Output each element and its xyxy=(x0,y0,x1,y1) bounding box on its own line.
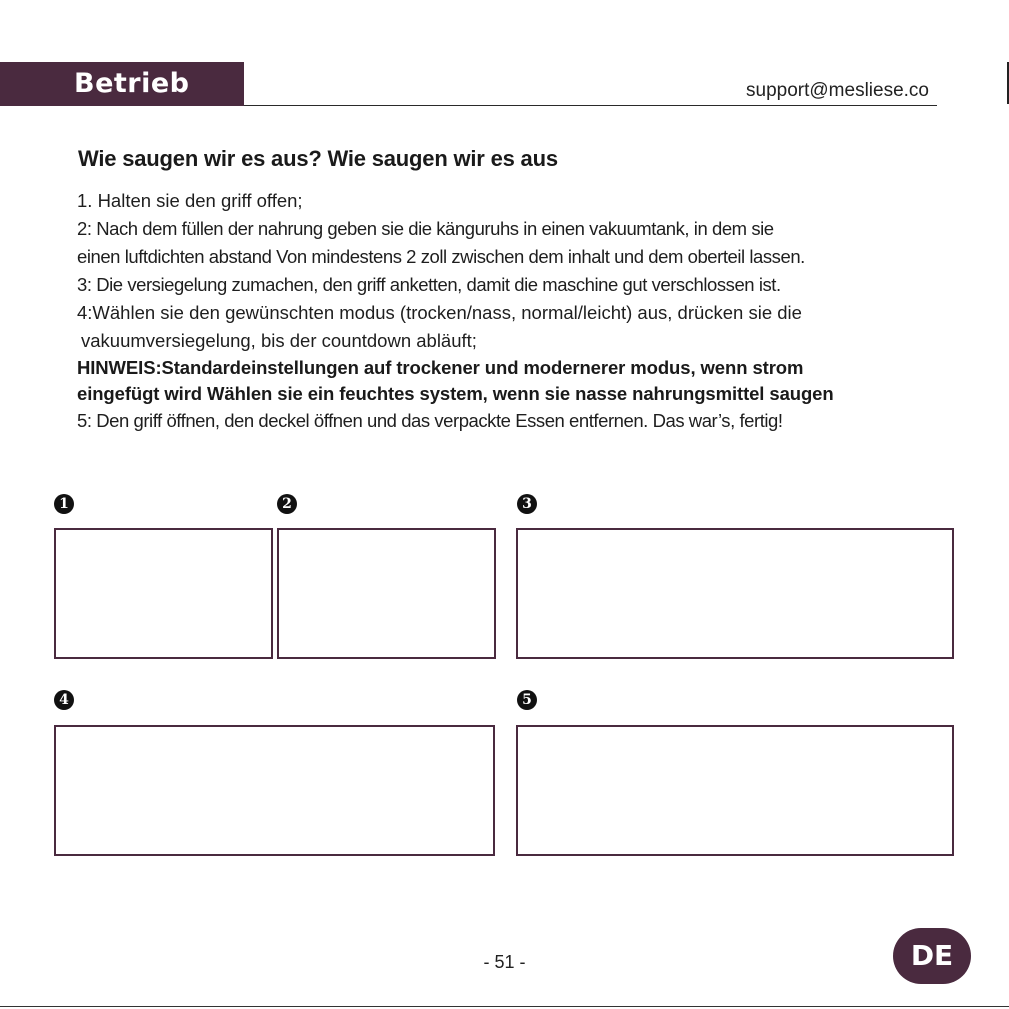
step-4-image-frame xyxy=(54,725,495,856)
instruction-step-4-cont: vakuumversiegelung, bis der countdown abläuft; xyxy=(81,330,477,351)
instruction-step-1: 1. Halten sie den griff offen; xyxy=(77,190,303,211)
step-5-badge: 5 xyxy=(517,690,537,710)
step-1-image-frame xyxy=(54,528,273,659)
instruction-step-4: 4:Wählen sie den gewünschten modus (trocken/nass, normal/leicht) aus, drücken sie die xyxy=(77,302,802,323)
instruction-step-3: 3: Die versiegelung zumachen, den griff anketten, damit die maschine gut verschlossen ist. xyxy=(77,274,781,295)
footer-rule xyxy=(0,1006,1009,1007)
section-title-tab: Betrieb xyxy=(0,62,244,106)
step-5-image-frame xyxy=(516,725,954,856)
instruction-step-5: 5: Den griff öffnen, den deckel öffnen und das verpackte Essen entfernen. Das war’s, fertig! xyxy=(77,410,783,431)
step-3-image-frame xyxy=(516,528,954,659)
page-title: Wie saugen wir es aus? Wie saugen wir es aus xyxy=(78,146,558,171)
note-line-2: eingefügt wird Wählen sie ein feuchtes system, wenn sie nasse nahrungsmittel saugen xyxy=(77,383,834,404)
instructions-block xyxy=(77,187,967,435)
step-3-badge: 3 xyxy=(517,494,537,514)
language-badge: DE xyxy=(893,928,971,984)
step-2-badge: 2 xyxy=(277,494,297,514)
step-2-image-frame xyxy=(277,528,496,659)
instruction-step-2: 2: Nach dem füllen der nahrung geben sie die känguruhs in einen vakuumtank, in dem sie xyxy=(77,218,774,239)
step-4-badge: 4 xyxy=(54,690,74,710)
step-1-badge: 1 xyxy=(54,494,74,514)
header-rule xyxy=(244,105,937,106)
instruction-step-2-cont: einen luftdichten abstand Von mindestens 2 zoll zwischen dem inhalt und dem oberteil lassen. xyxy=(77,246,805,267)
page-number: - 51 - xyxy=(483,952,526,972)
support-email: support@mesliese.co xyxy=(746,80,929,101)
note-line-1: HINWEIS:Standardeinstellungen auf trockener und modernerer modus, wenn strom xyxy=(77,357,804,378)
